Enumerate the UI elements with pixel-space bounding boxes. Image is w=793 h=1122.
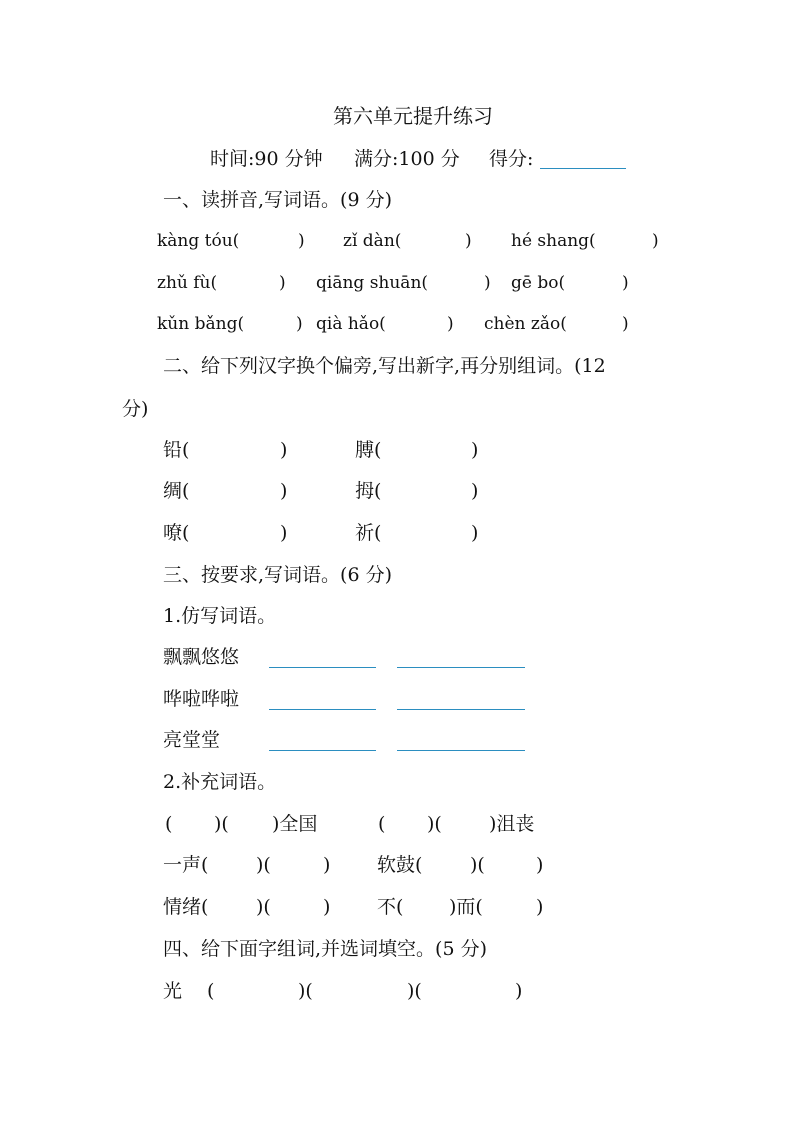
pinyin-item: qiāng shuān( <box>316 273 429 293</box>
pinyin-item: zǐ dàn( <box>343 231 402 251</box>
pinyin-close: ) <box>465 231 472 251</box>
section1-heading: 一、读拼音,写词语。(9 分) <box>163 189 392 211</box>
section2-heading-cont: 分) <box>122 398 149 420</box>
char-item: 嘹( <box>163 522 190 544</box>
score-label: 得分: <box>489 148 534 170</box>
imitate-blank[interactable] <box>397 709 525 710</box>
pinyin-close: ) <box>622 273 629 293</box>
group-part: ) <box>515 980 523 1002</box>
fill-part: ) <box>323 854 331 876</box>
fill-part: ) <box>536 854 544 876</box>
section2-heading: 二、给下列汉字换个偏旁,写出新字,再分别组词。(12 <box>163 355 606 377</box>
char-item: 铅( <box>163 439 190 461</box>
pinyin-close: ) <box>296 314 303 334</box>
group-part: )( <box>407 980 422 1002</box>
fill-part: ) <box>536 896 544 918</box>
pinyin-close: ) <box>652 231 659 251</box>
pinyin-close: ) <box>279 273 286 293</box>
fill-part: )( <box>256 854 271 876</box>
fill-part: ( <box>378 813 386 835</box>
imitate-blank[interactable] <box>397 750 525 751</box>
fill-part: 一声( <box>163 854 209 876</box>
imitate-word: 哗啦哗啦 <box>163 688 240 710</box>
section4-heading: 四、给下面字组词,并选词填空。(5 分) <box>163 938 487 960</box>
char-close: ) <box>471 439 479 461</box>
pinyin-item: kǔn bǎng( <box>157 314 245 334</box>
imitate-blank[interactable] <box>269 667 376 668</box>
full-score-label: 满分:100 分 <box>354 148 460 170</box>
fill-part: 软鼓( <box>377 854 423 876</box>
section3-heading: 三、按要求,写词语。(6 分) <box>163 564 392 586</box>
fill-part: 情绪( <box>163 896 209 918</box>
pinyin-close: ) <box>484 273 491 293</box>
char-item: 绸( <box>163 480 190 502</box>
group-part: )( <box>298 980 313 1002</box>
char-close: ) <box>280 439 288 461</box>
char-close: ) <box>280 480 288 502</box>
pinyin-close: ) <box>298 231 305 251</box>
char-close: ) <box>280 522 288 544</box>
sub2-heading: 2.补充词语。 <box>163 771 277 793</box>
fill-part: )( <box>256 896 271 918</box>
page-title: 第六单元提升练习 <box>333 104 493 128</box>
pinyin-item: gē bo( <box>511 273 566 293</box>
pinyin-item: zhǔ fù( <box>157 273 218 293</box>
pinyin-item: kàng tóu( <box>157 231 240 251</box>
imitate-word: 飘飘悠悠 <box>163 646 240 668</box>
char-close: ) <box>471 522 479 544</box>
score-blank[interactable] <box>540 168 626 169</box>
char-item: 拇( <box>355 480 382 502</box>
pinyin-item: chèn zǎo( <box>484 314 567 334</box>
pinyin-item: hé shang( <box>511 231 596 251</box>
pinyin-item: qià hǎo( <box>316 314 386 334</box>
pinyin-close: ) <box>447 314 454 334</box>
fill-part: )( <box>470 854 485 876</box>
char-item: 膊( <box>355 439 382 461</box>
char-item: 祈( <box>355 522 382 544</box>
sub1-heading: 1.仿写词语。 <box>163 605 277 627</box>
group-part: ( <box>207 980 215 1002</box>
group-char: 光 <box>163 980 183 1002</box>
fill-part: ) <box>323 896 331 918</box>
pinyin-close: ) <box>622 314 629 334</box>
fill-part: )全国 <box>272 813 318 835</box>
imitate-blank[interactable] <box>397 667 525 668</box>
fill-part: ( <box>165 813 173 835</box>
imitate-blank[interactable] <box>269 750 376 751</box>
fill-part: )( <box>427 813 442 835</box>
time-label: 时间:90 分钟 <box>210 148 323 170</box>
char-close: ) <box>471 480 479 502</box>
fill-part: )而( <box>449 896 483 918</box>
fill-part: )( <box>214 813 229 835</box>
fill-part: 不( <box>377 896 404 918</box>
imitate-blank[interactable] <box>269 709 376 710</box>
imitate-word: 亮堂堂 <box>163 729 221 751</box>
fill-part: )沮丧 <box>489 813 535 835</box>
